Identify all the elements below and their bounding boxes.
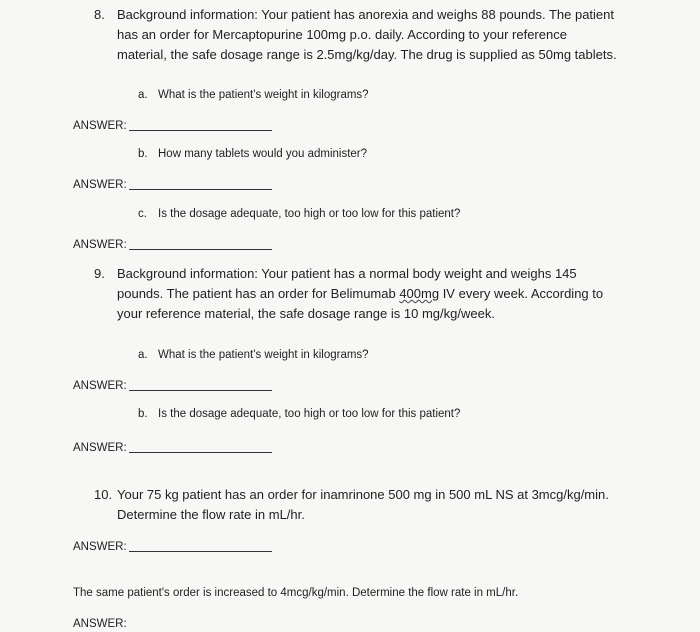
question-text	[117, 5, 617, 65]
answer-line[interactable]	[129, 390, 272, 391]
question-number: 8.	[94, 7, 105, 22]
answer-8b[interactable]	[73, 177, 283, 193]
subquestion-text: What is the patient's weight in kilograms?	[158, 349, 369, 361]
subquestion-label: c.	[138, 208, 147, 220]
line-text: IV every week. According to	[439, 286, 604, 301]
subquestion-label: b.	[138, 148, 148, 160]
question-line: material, the safe dosage range is 2.5mg/kg/day. The drug is supplied as 50mg tablets.	[117, 47, 617, 62]
answer-label: ANSWER:	[73, 179, 127, 191]
answer-8c[interactable]	[73, 237, 283, 253]
line-text: pounds. The patient has an order for Belimumab	[117, 286, 400, 301]
subquestion-label: a.	[138, 89, 148, 101]
answer-8a[interactable]	[73, 118, 283, 134]
answer-line[interactable]	[129, 452, 272, 453]
subquestion-text: How many tablets would you administer?	[158, 148, 368, 160]
followup-question: The same patient's order is increased to 4mcg/kg/min. Determine the flow rate in mL/hr.	[73, 587, 519, 599]
subquestion-9b	[138, 406, 460, 422]
question-8	[94, 5, 694, 67]
subquestion-9a	[138, 347, 369, 363]
question-line: Your 75 kg patient has an order for inamrinone 500 mg in 500 mL NS at 3mcg/kg/min.	[117, 487, 609, 502]
answer-10[interactable]	[73, 539, 283, 555]
answer-9b[interactable]	[73, 440, 283, 456]
answer-line[interactable]	[129, 249, 272, 250]
answer-line[interactable]	[129, 189, 272, 190]
dose-highlight: 400mg	[399, 286, 440, 301]
question-line: Determine the flow rate in mL/hr.	[117, 507, 305, 522]
answer-label: ANSWER:	[73, 380, 127, 392]
subquestion-8a	[138, 87, 369, 103]
answer-line[interactable]	[129, 130, 272, 131]
answer-line[interactable]	[129, 551, 272, 552]
answer-label: ANSWER:	[73, 442, 127, 454]
question-number: 9.	[94, 266, 105, 281]
question-9	[94, 264, 694, 326]
answer-label: ANSWER:	[73, 541, 127, 553]
question-text	[117, 485, 609, 525]
answer-label: ANSWER:	[73, 239, 127, 251]
subquestion-8c	[138, 206, 460, 222]
subquestion-label: a.	[138, 349, 148, 361]
question-10	[94, 485, 694, 527]
question-line	[117, 284, 603, 304]
subquestion-text: Is the dosage adequate, too high or too low for this patient?	[158, 408, 461, 420]
answer-9a[interactable]	[73, 378, 283, 394]
question-line: Background information: Your patient has a normal body weight and weighs 145	[117, 266, 577, 281]
question-line: your reference material, the safe dosage range is 10 mg/kg/week.	[117, 306, 495, 321]
subquestion-text: Is the dosage adequate, too high or too low for this patient?	[158, 208, 461, 220]
answer-label: ANSWER:	[73, 120, 127, 132]
question-line: has an order for Mercaptopurine 100mg p.o. daily. According to your reference	[117, 27, 567, 42]
subquestion-label: b.	[138, 408, 148, 420]
question-number: 10.	[94, 487, 113, 502]
subquestion-text: What is the patient's weight in kilograms?	[158, 89, 369, 101]
question-text	[117, 264, 603, 324]
answer-label: ANSWER:	[73, 618, 127, 630]
subquestion-8b	[138, 146, 367, 162]
question-line: Background information: Your patient has anorexia and weighs 88 pounds. The patient	[117, 7, 614, 22]
